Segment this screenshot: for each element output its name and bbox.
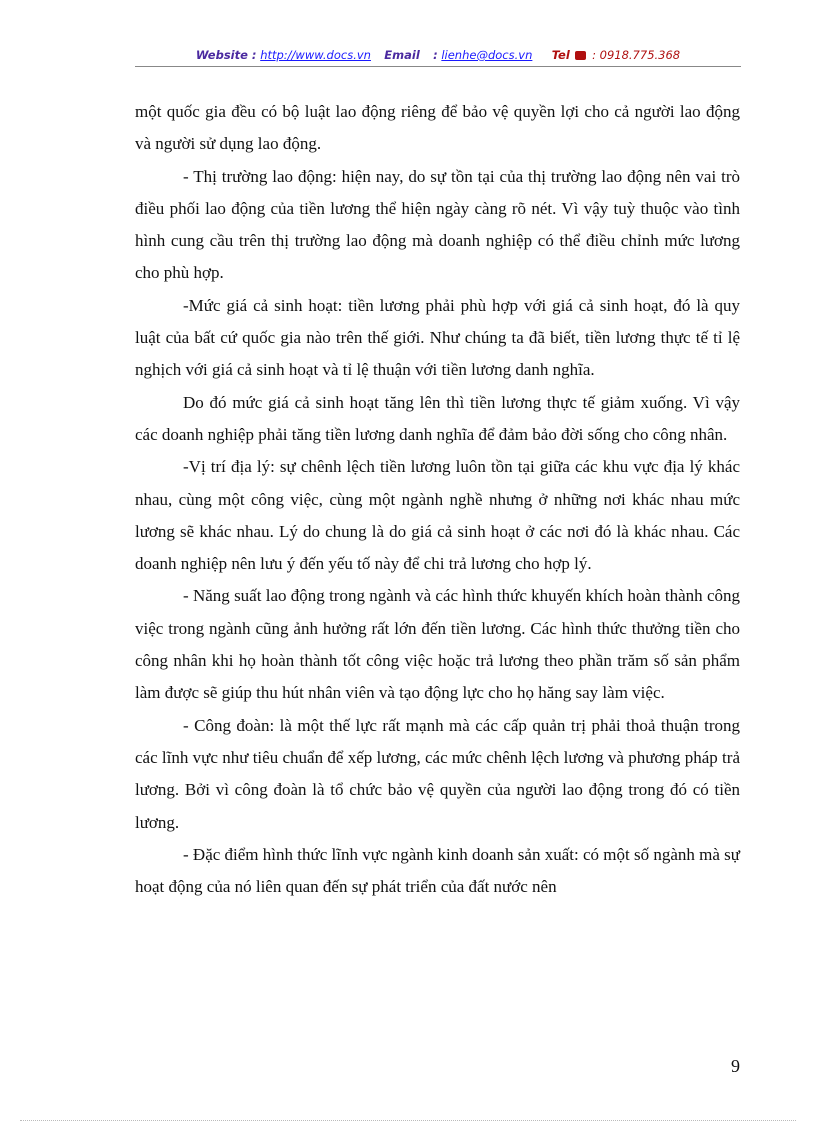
paragraph-8: - Đặc điểm hình thức lĩnh vực ngành kinh doanh sản xuất: có một số ngành mà sự hoạt động của nó liên quan đến sự phát triển của đất nước nên (135, 844, 740, 897)
email-colon: : (433, 48, 438, 62)
paragraph-6: - Năng suất lao động trong ngành và các hình thức khuyến khích hoàn thành công việc trong ngành cũng ảnh hưởng rất lớn đến tiền lương. Các hình thức thưởng tiền cho công nhân khi họ hoàn thành tốt công việc hoặc trả lương theo phần trăm số sản phẩm làm được sẽ giúp thu hút nhân viên và tạo động lực cho họ hăng say làm việc. (135, 586, 740, 703)
document-body (135, 96, 740, 903)
paragraph-4: Do đó mức giá cả sinh hoạt tăng lên thì tiền lương thực tế giảm xuống. Vì vậy các doanh nghiệp phải tăng tiền lương danh nghĩa để đảm bảo đời sống cho công nhân. (135, 392, 740, 444)
page-bottom-edge (20, 1120, 796, 1121)
email-link[interactable]: lienhe@docs.vn (441, 48, 533, 62)
website-label: Website : (195, 48, 257, 62)
paragraph-5: -Vị trí địa lý: sự chênh lệch tiền lương luôn tồn tại giữa các khu vực địa lý khác nhau, cùng một công việc, cùng một ngành nghề nhưng ở những nơi khác nhau mức lương sẽ khác nhau. Lý do chung là do giá cả sinh hoạt ở các nơi đó là khác nhau. Các doanh nghiệp nên lưu ý đến yếu tố này để chi trả lương cho hợp lý. (135, 457, 740, 574)
paragraph-2: - Thị trường lao động: hiện nay, do sự tồn tại của thị trường lao động nên vai trò điều phối lao động của tiền lương thể hiện ngày càng rõ nét. Vì vậy tuỳ thuộc vào tình hình cung cầu trên thị trường lao động mà doanh nghiệp có thể điều chỉnh mức lương cho phù hợp. (135, 166, 740, 283)
page-number: 9 (731, 1056, 740, 1076)
page-header (135, 48, 741, 68)
paragraph-7: - Công đoàn: là một thế lực rất mạnh mà các cấp quản trị phải thoả thuận trong các lĩnh vực như tiêu chuẩn để xếp lương, các mức chênh lệch lương và phương pháp trả lương. Bởi vì công đoàn là tổ chức bảo vệ quyền của người lao động trong đó có tiền lương. (135, 715, 740, 832)
paragraph-1: một quốc gia đều có bộ luật lao động riêng để bảo vệ quyền lợi cho cả người lao động và người sử dụng lao động. (135, 102, 740, 154)
phone-number: : 0918.775.368 (592, 48, 681, 62)
website-link[interactable]: http://www.docs.vn (260, 48, 371, 62)
paragraph-3: -Mức giá cả sinh hoạt: tiền lương phải phù hợp với giá cả sinh hoạt, đó là quy luật của bất cứ quốc gia nào trên thế giới. Như chúng ta đã biết, tiền lương thực tế tỉ lệ nghịch với giá cả sinh hoạt và tỉ lệ thuận với tiền lương danh nghĩa. (135, 295, 740, 380)
telephone-icon (575, 51, 586, 60)
header-divider (135, 66, 741, 67)
email-label: Email (384, 48, 420, 62)
tel-label: Tel (551, 48, 570, 62)
